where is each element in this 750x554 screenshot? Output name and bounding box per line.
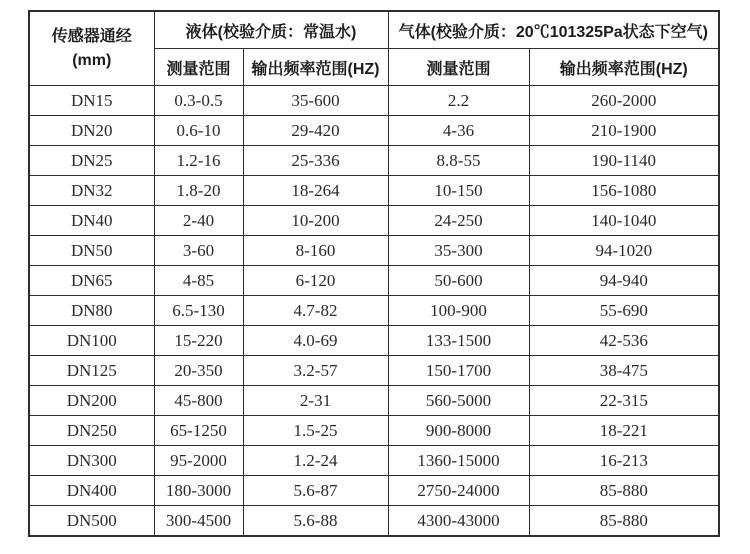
cell-gas-range: 150-1700 <box>388 356 529 386</box>
cell-dn: DN15 <box>29 86 154 116</box>
cell-dn: DN200 <box>29 386 154 416</box>
corner-header-line2: (mm) <box>72 51 112 69</box>
subheader-liquid-range: 测量范围 <box>154 49 243 86</box>
subheader-gas-range: 测量范围 <box>388 49 529 86</box>
cell-liquid-freq: 4.7-82 <box>243 296 388 326</box>
cell-dn: DN20 <box>29 116 154 146</box>
cell-liquid-range: 2-40 <box>154 206 243 236</box>
cell-liquid-range: 45-800 <box>154 386 243 416</box>
cell-gas-freq: 94-940 <box>529 266 719 296</box>
cell-liquid-freq: 1.5-25 <box>243 416 388 446</box>
table-row-dn50 <box>29 236 719 266</box>
cell-liquid-range: 0.3-0.5 <box>154 86 243 116</box>
cell-dn: DN32 <box>29 176 154 206</box>
cell-gas-range: 4-36 <box>388 116 529 146</box>
cell-dn: DN40 <box>29 206 154 236</box>
cell-gas-range: 10-150 <box>388 176 529 206</box>
cell-liquid-freq: 5.6-87 <box>243 476 388 506</box>
subheader-gas-freq: 输出频率范围(HZ) <box>529 49 719 86</box>
cell-gas-range: 8.8-55 <box>388 146 529 176</box>
cell-liquid-freq: 35-600 <box>243 86 388 116</box>
cell-gas-freq: 94-1020 <box>529 236 719 266</box>
spec-table-container <box>28 10 720 537</box>
table-row-dn500 <box>29 506 719 537</box>
cell-gas-freq: 55-690 <box>529 296 719 326</box>
table-row-dn25 <box>29 146 719 176</box>
cell-gas-range: 2.2 <box>388 86 529 116</box>
cell-gas-freq: 42-536 <box>529 326 719 356</box>
cell-liquid-range: 1.2-16 <box>154 146 243 176</box>
table-row-dn40 <box>29 206 719 236</box>
cell-gas-freq: 22-315 <box>529 386 719 416</box>
cell-gas-freq: 85-880 <box>529 506 719 537</box>
cell-gas-freq: 140-1040 <box>529 206 719 236</box>
table-row-dn400 <box>29 476 719 506</box>
table-row-dn65 <box>29 266 719 296</box>
cell-liquid-range: 3-60 <box>154 236 243 266</box>
cell-gas-range: 900-8000 <box>388 416 529 446</box>
cell-dn: DN25 <box>29 146 154 176</box>
cell-gas-freq: 38-475 <box>529 356 719 386</box>
table-row-dn250 <box>29 416 719 446</box>
cell-liquid-freq: 1.2-24 <box>243 446 388 476</box>
cell-gas-range: 133-1500 <box>388 326 529 356</box>
cell-dn: DN125 <box>29 356 154 386</box>
cell-gas-range: 4300-43000 <box>388 506 529 537</box>
cell-gas-range: 24-250 <box>388 206 529 236</box>
cell-liquid-range: 1.8-20 <box>154 176 243 206</box>
cell-gas-range: 1360-15000 <box>388 446 529 476</box>
table-row-dn300 <box>29 446 719 476</box>
cell-gas-range: 50-600 <box>388 266 529 296</box>
cell-liquid-freq: 5.6-88 <box>243 506 388 537</box>
cell-liquid-range: 6.5-130 <box>154 296 243 326</box>
cell-dn: DN300 <box>29 446 154 476</box>
table-row-dn15 <box>29 86 719 116</box>
cell-liquid-range: 0.6-10 <box>154 116 243 146</box>
cell-liquid-range: 4-85 <box>154 266 243 296</box>
cell-gas-range: 560-5000 <box>388 386 529 416</box>
group-header-gas: 气体(校验介质：20℃101325Pa状态下空气) <box>388 11 719 49</box>
cell-liquid-freq: 6-120 <box>243 266 388 296</box>
cell-dn: DN50 <box>29 236 154 266</box>
corner-header-line1: 传感器通经 <box>51 28 132 46</box>
cell-liquid-range: 15-220 <box>154 326 243 356</box>
table-row-dn20 <box>29 116 719 146</box>
cell-gas-freq: 18-221 <box>529 416 719 446</box>
cell-gas-range: 2750-24000 <box>388 476 529 506</box>
cell-dn: DN80 <box>29 296 154 326</box>
cell-liquid-freq: 4.0-69 <box>243 326 388 356</box>
sensor-spec-table <box>28 10 720 537</box>
cell-gas-freq: 156-1080 <box>529 176 719 206</box>
group-header-liquid: 液体(校验介质：常温水) <box>154 11 388 49</box>
cell-dn: DN250 <box>29 416 154 446</box>
corner-header-sensor-diameter <box>29 11 154 86</box>
table-row-dn32 <box>29 176 719 206</box>
cell-dn: DN100 <box>29 326 154 356</box>
cell-liquid-freq: 3.2-57 <box>243 356 388 386</box>
cell-liquid-freq: 25-336 <box>243 146 388 176</box>
cell-gas-range: 100-900 <box>388 296 529 326</box>
cell-liquid-freq: 2-31 <box>243 386 388 416</box>
cell-gas-freq: 85-880 <box>529 476 719 506</box>
cell-gas-range: 35-300 <box>388 236 529 266</box>
cell-liquid-range: 95-2000 <box>154 446 243 476</box>
table-body <box>29 86 719 537</box>
cell-dn: DN400 <box>29 476 154 506</box>
cell-gas-freq: 260-2000 <box>529 86 719 116</box>
cell-liquid-freq: 18-264 <box>243 176 388 206</box>
subheader-liquid-freq: 输出频率范围(HZ) <box>243 49 388 86</box>
table-row-dn100 <box>29 326 719 356</box>
table-row-dn125 <box>29 356 719 386</box>
cell-liquid-range: 65-1250 <box>154 416 243 446</box>
table-row-dn80 <box>29 296 719 326</box>
cell-gas-freq: 210-1900 <box>529 116 719 146</box>
cell-liquid-range: 20-350 <box>154 356 243 386</box>
header-group-row <box>29 11 719 49</box>
cell-liquid-freq: 10-200 <box>243 206 388 236</box>
cell-dn: DN65 <box>29 266 154 296</box>
cell-dn: DN500 <box>29 506 154 537</box>
cell-gas-freq: 16-213 <box>529 446 719 476</box>
cell-gas-freq: 190-1140 <box>529 146 719 176</box>
cell-liquid-range: 180-3000 <box>154 476 243 506</box>
table-row-dn200 <box>29 386 719 416</box>
cell-liquid-freq: 29-420 <box>243 116 388 146</box>
cell-liquid-freq: 8-160 <box>243 236 388 266</box>
cell-liquid-range: 300-4500 <box>154 506 243 537</box>
